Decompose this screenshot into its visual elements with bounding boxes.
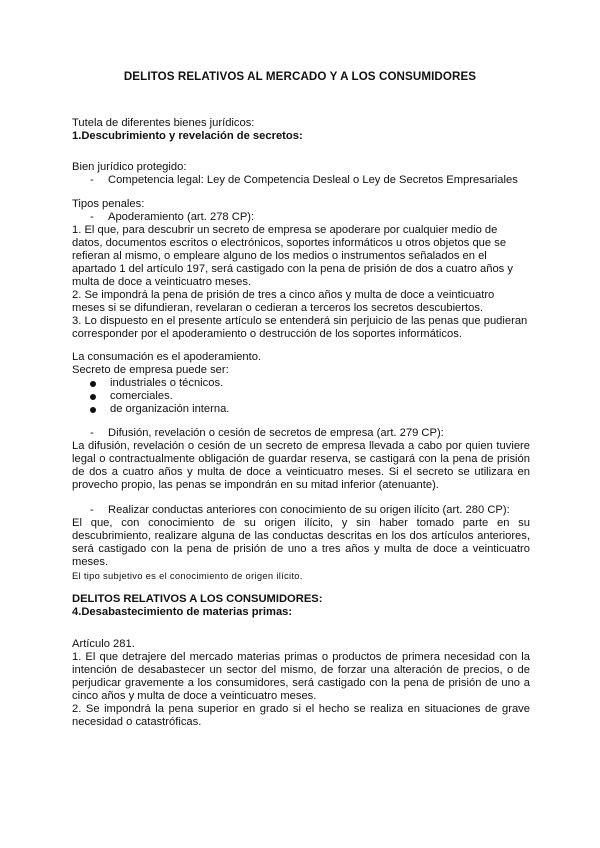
apoderamiento-paragraph-1: 1. El que, para descubrir un secreto de empresa se apoderare por cualquier medio de datos, documentos escritos o electrónicos, soportes informáticos u otros objetos que se refieran al mismo, o empleare alguno de los medios o instrumentos señalados en el apartado 1 del artículo 197, será castigado con la pena de prisión de dos a cuatro años y multa de doce a veinticuatro meses. (72, 224, 513, 288)
list-item (72, 377, 530, 390)
tipos-section (72, 198, 530, 341)
realizar-item-text: Realizar conductas anteriores con conocimiento de su origen ilícito (art. 280 CP): (108, 504, 510, 516)
list-item-text: de organización interna. (110, 403, 230, 415)
dash-marker: - (90, 174, 94, 186)
realizar-paragraph: El que, con conocimiento de su origen ilícito, y sin haber tomado parte en su descubrimiento, realizare alguna de las conductas descritas en los dos artículos anteriores, será castigado con la pena de prisión de uno a tres años y multa de doce a veinticuatro meses. (72, 517, 530, 568)
secreto-types-list (72, 377, 530, 416)
article-paragraph-1: 1. El que detrajere del mercado materias primas o productos de primera necesidad con la intención de desabastecer un sector del mismo, de forzar una alteración de precios, o de perjudicar gravemente a los consumidores, será castigado con la pena de prisión de uno a cinco años y multa de doce a veinticuatro meses. (72, 651, 530, 702)
list-item-text: industriales o técnicos. (110, 377, 224, 389)
bien-juridico-item-text: Competencia legal: Ley de Competencia Desleal o Ley de Secretos Empresariales (108, 174, 518, 186)
tipo-subjetivo-note: El tipo subjetivo es el conocimiento de origen ilícito. (72, 570, 303, 581)
difusion-section (72, 427, 530, 492)
secreto-empresa-line: Secreto de empresa puede ser: (72, 364, 229, 376)
list-item-text: comerciales. (110, 390, 173, 402)
articulo-281-section (72, 638, 530, 729)
realizar-section (72, 504, 530, 582)
bien-juridico-label: Bien jurídico protegido: (72, 161, 187, 173)
bullet-icon (90, 394, 96, 400)
difusion-paragraph: La difusión, revelación o cesión de un secreto de empresa llevada a cabo por quien tuviere legal o contractualmente obligación de guardar reserva, se castigará con la pena de prisión de dos a cuatro años y multa de doce a veinticuatro meses. Si el secreto se utilizara en provecho propio, las penas se impondrán en su mitad inferior (atenuante). (72, 440, 530, 491)
page-title: DELITOS RELATIVOS AL MERCADO Y A LOS CONSUMIDORES (123, 70, 477, 83)
list-item (72, 403, 530, 416)
realizar-item (72, 504, 530, 517)
difusion-item-text: Difusión, revelación o cesión de secretos de empresa (art. 279 CP): (108, 427, 444, 439)
intro-section (72, 117, 530, 143)
consumidores-headings (72, 593, 530, 619)
difusion-item (72, 427, 530, 440)
tipos-label: Tipos penales: (72, 198, 145, 210)
tipos-item-apoderamiento-text: Apoderamiento (art. 278 CP): (108, 211, 255, 223)
consumacion-line: La consumación es el apoderamiento. (72, 351, 262, 363)
apoderamiento-paragraph-3: 3. Lo dispuesto en el presente artículo se entenderá sin perjuicio de las penas que pudieran corresponder por el apoderamiento o destrucción de los soportes informáticos. (72, 315, 528, 340)
dash-marker: - (90, 504, 94, 516)
section-heading-consumidores: DELITOS RELATIVOS A LOS CONSUMIDORES: (72, 593, 323, 605)
consumacion-section (72, 351, 530, 416)
bien-juridico-item (72, 174, 530, 187)
apoderamiento-paragraph-2: 2. Se impondrá la pena de prisión de tres a cinco años y multa de doce a veinticuatro meses si se difundieran, revelaran o cedieran a terceros los secretos descubiertos. (72, 289, 495, 314)
bien-juridico-section (72, 161, 530, 187)
list-item (72, 390, 530, 403)
section-heading-1: 1.Descubrimiento y revelación de secretos: (72, 130, 303, 142)
article-label: Artículo 281. (72, 638, 135, 650)
dash-marker: - (90, 427, 94, 439)
intro-line: Tutela de diferentes bienes jurídicos: (72, 117, 255, 129)
tipos-item-apoderamiento (72, 211, 530, 224)
bullet-icon (90, 381, 96, 387)
section-heading-4: 4.Desabastecimiento de materias primas: (72, 606, 293, 618)
article-paragraph-2: 2. Se impondrá la pena superior en grado si el hecho se realiza en situaciones de grave necesidad o catastróficas. (72, 703, 530, 728)
dash-marker: - (90, 211, 94, 223)
bullet-icon (90, 407, 96, 413)
